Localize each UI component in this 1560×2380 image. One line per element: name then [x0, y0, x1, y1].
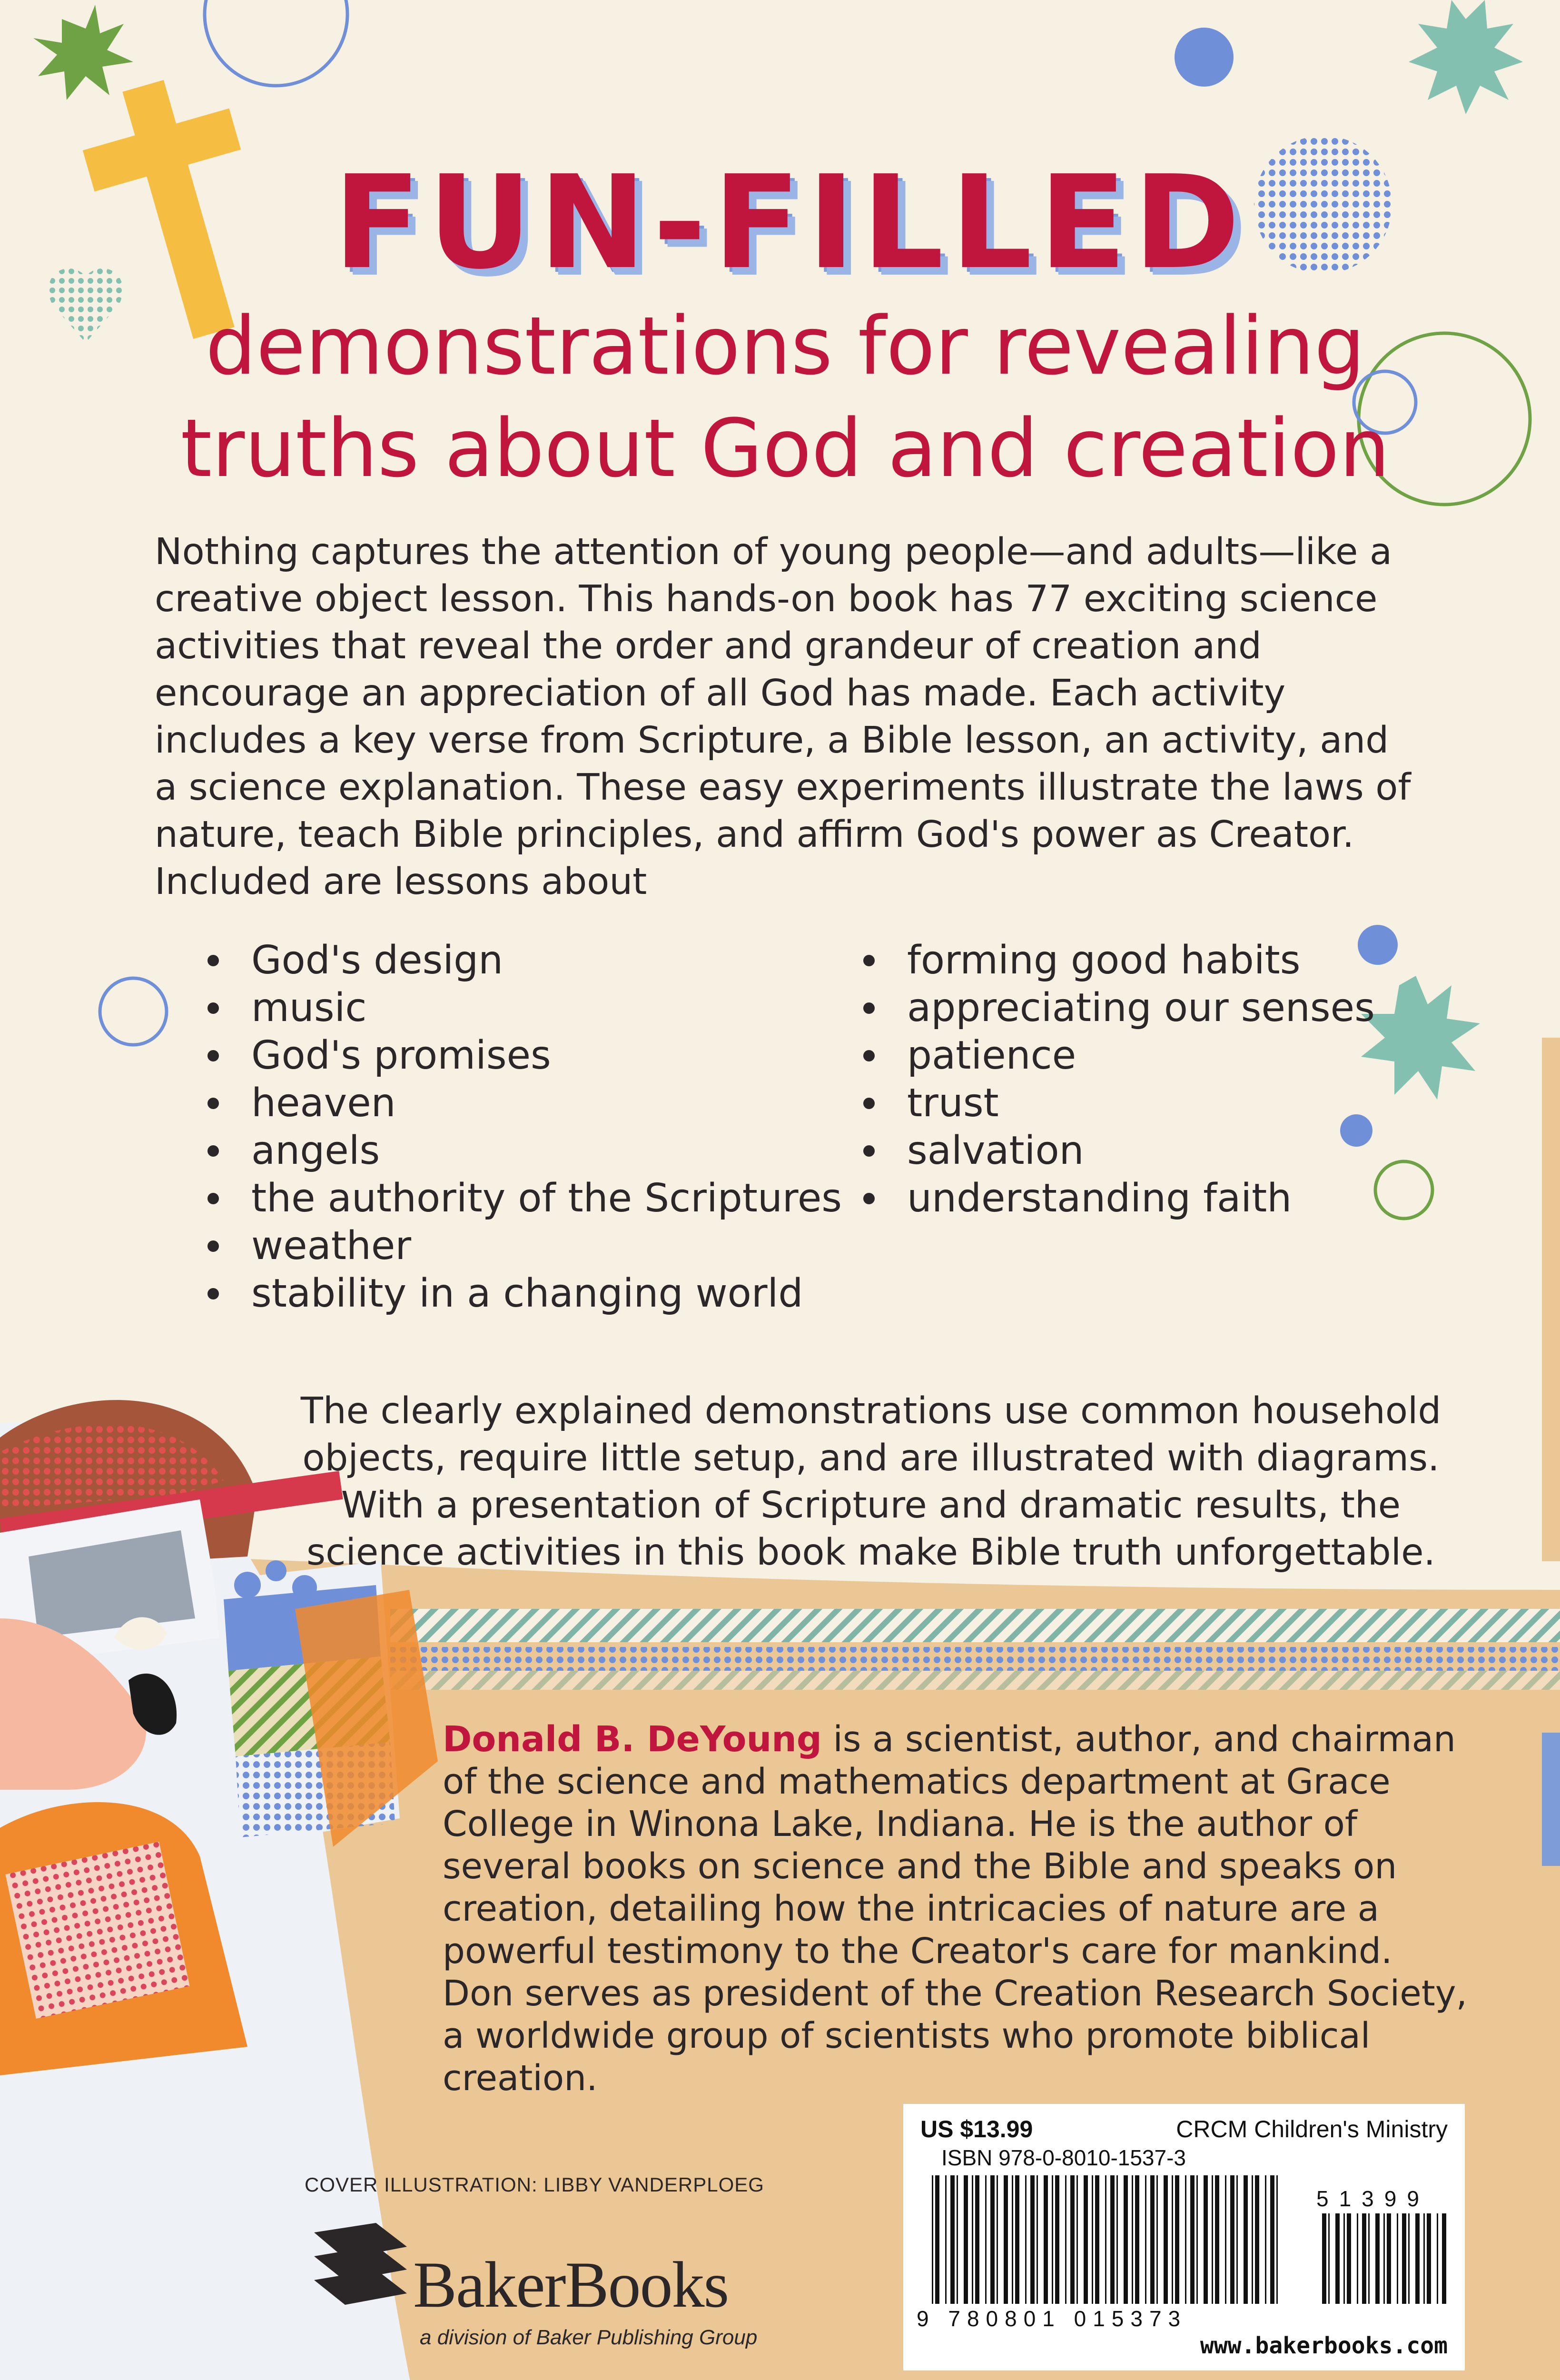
- barcode-bar: [1215, 2175, 1219, 2304]
- bullet-icon: [207, 1145, 219, 1157]
- topic-list-right: [860, 937, 1375, 1222]
- barcode-bar: [1387, 2213, 1391, 2304]
- circle-icon: [100, 978, 167, 1045]
- barcode-bar: [1236, 2175, 1238, 2304]
- bullet-icon: [863, 1098, 875, 1109]
- topic-item: heaven: [205, 1080, 842, 1127]
- illustration-credit: COVER ILLUSTRATION: LIBBY VANDERPLOEG: [305, 2173, 764, 2196]
- topic-item: salvation: [860, 1127, 1375, 1175]
- barcode-bar: [1252, 2175, 1253, 2304]
- barcode-bar: [1230, 2175, 1234, 2304]
- topic-item: trust: [860, 1080, 1375, 1127]
- barcode-box: [903, 2104, 1465, 2370]
- barcode-bar: [985, 2175, 987, 2304]
- barcode-bar: [1255, 2175, 1259, 2304]
- barcode-bar: [1092, 2175, 1093, 2304]
- barcode-bar: [1065, 2175, 1066, 2304]
- barcode-bar: [990, 2175, 995, 2304]
- barcode-bar: [1347, 2213, 1351, 2304]
- bullet-icon: [207, 1098, 219, 1109]
- barcode-bar: [1172, 2175, 1173, 2304]
- barcode-bar: [1185, 2175, 1186, 2304]
- barcode-bar: [1362, 2213, 1366, 2304]
- barcode-bar: [997, 2175, 998, 2304]
- barcode-bar: [1225, 2175, 1226, 2304]
- author-bio: [443, 1718, 1471, 2100]
- barcode-bar: [1116, 2175, 1118, 2304]
- barcode-bar: [1095, 2175, 1099, 2304]
- barcode-bar: [1025, 2175, 1027, 2304]
- barcode-bar: [1015, 2175, 1019, 2304]
- barcode-bar: [1190, 2175, 1195, 2304]
- topic-item: God's promises: [205, 1032, 842, 1080]
- barcode-bar: [1175, 2175, 1179, 2304]
- bullet-icon: [207, 1002, 219, 1014]
- topic-item: weather: [205, 1222, 842, 1270]
- bullet-icon: [863, 1050, 875, 1061]
- barcode-bar: [975, 2175, 979, 2304]
- barcode-bar: [945, 2175, 947, 2304]
- addon-barcode-bars: [1322, 2213, 1446, 2304]
- bullet-icon: [207, 1050, 219, 1061]
- subheadline-line-1: demonstrations for revealing: [205, 299, 1365, 393]
- barcode-bar: [1037, 2175, 1038, 2304]
- circle-icon: [205, 0, 347, 86]
- barcode-bar: [1270, 2175, 1274, 2304]
- barcode-bar: [1055, 2175, 1059, 2304]
- barcode-bar: [1322, 2213, 1326, 2304]
- barcode-bar: [1335, 2213, 1340, 2304]
- barcode-bar: [1212, 2175, 1213, 2304]
- topic-item: patience: [860, 1032, 1375, 1080]
- dot-icon: [1175, 28, 1234, 87]
- author-name: Donald B. DeYoung: [443, 1719, 822, 1760]
- topic-item: understanding faith: [860, 1175, 1375, 1222]
- barcode-bar: [1030, 2175, 1035, 2304]
- barcode-bar: [935, 2175, 939, 2304]
- barcode-bar: [1408, 2213, 1410, 2304]
- main-barcode-bars: [932, 2175, 1278, 2304]
- headline: FUN-FILLED: [333, 148, 1247, 298]
- barcode-bar: [957, 2175, 958, 2304]
- barcode-bar: [1343, 2213, 1345, 2304]
- barcode-bar: [1423, 2213, 1425, 2304]
- barcode-bar: [1012, 2175, 1013, 2304]
- intro-paragraph: Nothing captures the attention of young people—and adults—like a creative object lesson. This hands-on book has 77 exciting science activities that reveal the order and grandeur of creation and encourage an appreciation of all God has made. Each activity includes a key verse from Scripture, a Bible lesson, an activity, and a science explanation. These easy experiments illustrate the laws of nature, teach Bible principles, and affirm God's power as Creator. Included are lessons about: [155, 531, 1411, 903]
- topic-item: appreciating our senses: [860, 984, 1375, 1032]
- barcode-bar: [1415, 2213, 1420, 2304]
- barcode-bar: [1052, 2175, 1053, 2304]
- barcode-bar: [1084, 2175, 1088, 2304]
- topic-item: angels: [205, 1127, 842, 1175]
- bullet-icon: [207, 955, 219, 966]
- barcode-bar: [1044, 2175, 1048, 2304]
- barcode-bar: [1442, 2213, 1446, 2304]
- author-bio-text: is a scientist, author, and chairman of the science and mathematics department at Grace College in Winona Lake, Indiana. He is the author of several books on science and the Bible and speaks on creation, detailing how the intricacies of nature are a powerful testimony to the Creator's care for mankind. Don serves as president of the Creation Research Society, a worldwide group of scientists who promote biblical creation.: [443, 1719, 1468, 2099]
- barcode-bar: [950, 2175, 955, 2304]
- barcode-bar: [932, 2175, 933, 2304]
- barcode-bar: [1204, 2175, 1208, 2304]
- price-label: US $13.99: [920, 2116, 1033, 2142]
- barcode-bar: [1145, 2175, 1146, 2304]
- barcode-bar: [1004, 2175, 1008, 2304]
- barcode-bar: [1076, 2175, 1078, 2304]
- barcode-bar: [1397, 2213, 1398, 2304]
- heart-icon: [49, 268, 123, 343]
- barcode-bar: [1132, 2175, 1133, 2304]
- starburst-icon: [1409, 0, 1523, 114]
- barcode-bar: [1244, 2175, 1248, 2304]
- category-label: CRCM Children's Ministry: [1176, 2116, 1448, 2142]
- publisher-name: BakerBooks: [413, 2248, 729, 2321]
- barcode-bar: [1328, 2213, 1330, 2304]
- circle-icon: [1375, 1161, 1432, 1219]
- bullet-icon: [863, 1145, 875, 1157]
- bullet-icon: [207, 1240, 219, 1252]
- bullet-icon: [863, 1002, 875, 1014]
- addon-digits: 51399: [1316, 2186, 1430, 2211]
- bullet-icon: [863, 955, 875, 966]
- isbn-label: ISBN 978-0-8010-1537-3: [941, 2145, 1186, 2170]
- topic-item: music: [205, 984, 842, 1032]
- barcode-bar: [1368, 2213, 1370, 2304]
- barcode-digits: 9 780801 015373: [917, 2306, 1187, 2331]
- bullet-icon: [207, 1193, 219, 1204]
- closing-paragraph: The clearly explained demonstrations use common household objects, require little setup, and are illustrated with diagrams. With a presentation of Scripture and dramatic results, the science activities in this book make Bible truth unforgettable.: [300, 1390, 1442, 1574]
- topic-list-left: [205, 937, 842, 1318]
- barcode-bar: [1135, 2175, 1139, 2304]
- starburst-icon: [1361, 976, 1480, 1100]
- barcode-bar: [964, 2175, 968, 2304]
- barcode-bar: [1196, 2175, 1198, 2304]
- topic-item: the authority of the Scriptures: [205, 1175, 842, 1222]
- barcode-bar: [1156, 2175, 1158, 2304]
- barcode-bar: [1383, 2213, 1385, 2304]
- barcode-bar: [1110, 2175, 1115, 2304]
- topic-item: stability in a changing world: [205, 1270, 842, 1318]
- book-stack-logo-icon: [305, 2218, 414, 2309]
- barcode-bar: [1265, 2175, 1266, 2304]
- barcode-bar: [1375, 2213, 1380, 2304]
- barcode-bar: [1427, 2213, 1431, 2304]
- barcode-bar: [972, 2175, 973, 2304]
- bullet-icon: [863, 1193, 875, 1204]
- starburst-icon: [33, 5, 133, 100]
- barcode-bar: [1150, 2175, 1155, 2304]
- subheadline-line-2: truths about God and creation: [180, 402, 1390, 495]
- barcode-bar: [1070, 2175, 1075, 2304]
- barcode-bar: [1105, 2175, 1106, 2304]
- topic-item: God's design: [205, 937, 842, 984]
- barcode-bar: [1402, 2213, 1406, 2304]
- barcode-bar: [1124, 2175, 1128, 2304]
- barcode-bar: [1437, 2213, 1438, 2304]
- barcode-bar: [1276, 2175, 1278, 2304]
- subheadline: [143, 295, 1428, 500]
- bullet-icon: [207, 1288, 219, 1299]
- publisher-division: a division of Baker Publishing Group: [420, 2326, 758, 2349]
- topic-item: forming good habits: [860, 937, 1375, 984]
- website-url: www.bakerbooks.com: [1200, 2332, 1448, 2359]
- barcode-bar: [1164, 2175, 1168, 2304]
- barcode-bar: [1357, 2213, 1358, 2304]
